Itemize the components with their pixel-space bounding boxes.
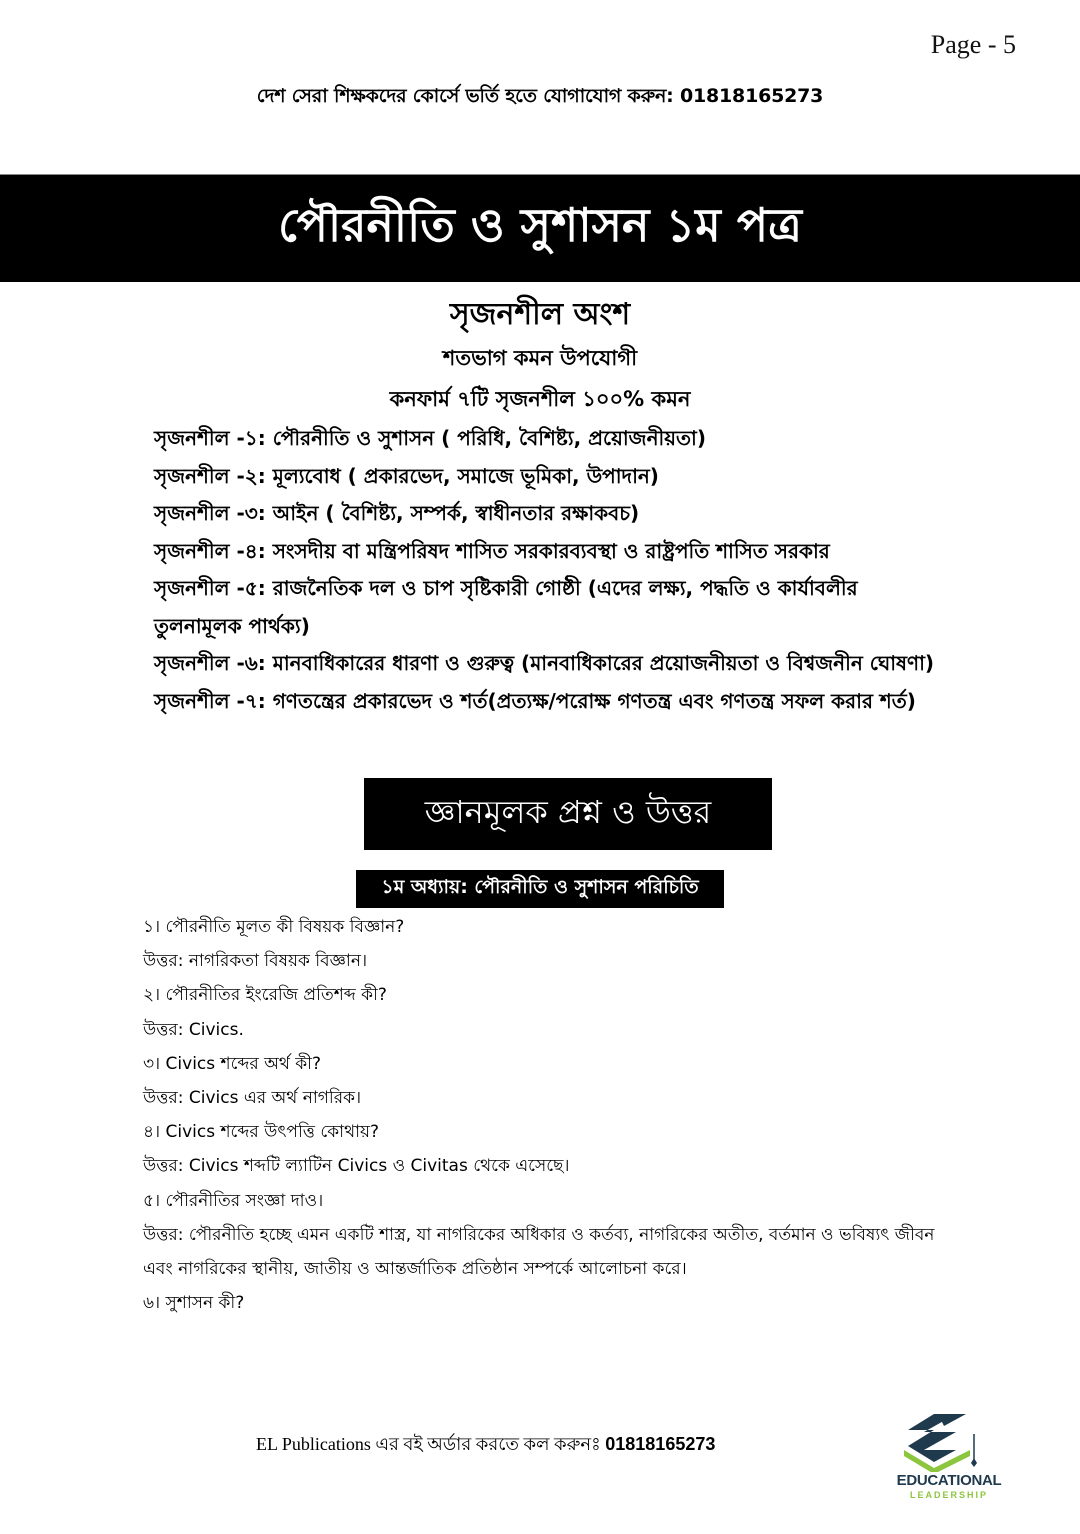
question: ৪। Civics শব্দের উৎপত্তি কোথায়? (143, 1122, 380, 1143)
page-number: Page - 5 (930, 30, 1016, 59)
qa-list (143, 910, 943, 1320)
answer: উত্তর: Civics এর অর্থ নাগরিক। (143, 1088, 362, 1109)
question: ৫। পৌরনীতির সংজ্ঞা দাও। (143, 1190, 324, 1211)
chapter-heading-box (356, 870, 724, 908)
question: ৩। Civics শব্দের অর্থ কী? (143, 1053, 322, 1074)
chapter-heading: ১ম অধ্যায়: পৌরনীতি ও সুশাসন পরিচিতি (381, 876, 699, 898)
footer-phone: 01818165273 (605, 1434, 716, 1454)
topic-item: সৃজনশীল -৫: রাজনৈতিক দল ও চাপ সৃষ্টিকারী গোষ্ঠী (এদের লক্ষ্য, পদ্ধতি ও কার্যাবলীর তুলনামূলক পার্থক্য) (154, 576, 858, 638)
topic-item: সৃজনশীল -৩: আইন ( বৈশিষ্ট্য, সম্পর্ক, স্বাধীনতার রক্ষাকবচ) (154, 501, 640, 525)
logo-word-educational: EDUCATIONAL (896, 1472, 1002, 1489)
answer: উত্তর: নাগরিকতা বিষয়ক বিজ্ঞান। (143, 951, 368, 972)
answer: উত্তর: Civics শব্দটি ল্যাটিন Civics ও Civitas থেকে এসেছে। (143, 1156, 570, 1177)
topic-item: সৃজনশীল -২: মূল্যবোধ ( প্রকারভেদ, সমাজে ভূমিকা, উপাদান) (154, 463, 659, 488)
topic-item: সৃজনশীল -৭: গণতন্ত্রের প্রকারভেদ ও শর্ত(প্রত্যক্ষ/পরোক্ষ গণতন্ত্র এবং গণতন্ত্র সফল করার শর্ত) (154, 688, 916, 713)
title-banner (0, 174, 1080, 282)
answer: উত্তর: Civics. (143, 1019, 244, 1040)
educational-leadership-logo (894, 1410, 1004, 1506)
creative-topic-list (154, 420, 944, 720)
question: ৬। সুশাসন কী? (143, 1293, 245, 1314)
question: ১। পৌরনীতি মূলত কী বিষয়ক বিজ্ঞান? (143, 917, 405, 937)
creative-subheading: শতভাগ কমন উপযোগী (442, 346, 638, 370)
footer-label: EL Publications এর বই অর্ডার করতে কল করুনঃ (256, 1434, 606, 1454)
answer: উত্তর: পৌরনীতি হচ্ছে এমন একটি শাস্ত্র, যা নাগরিকের অধিকার ও কর্তব্য, নাগরিকের অতীত, বর্তমান ও ভবিষ্যৎ জীবন এবং নাগরিকের স্থানীয়, জাতীয় ও আন্তর্জাতিক প্রতিষ্ঠান সম্পর্কে আলোচনা করে। (143, 1224, 935, 1280)
topic-item: সৃজনশীল -৪: সংসদীয় বা মন্ত্রিপরিষদ শাসিত সরকারব্যবস্থা ও রাষ্ট্রপতি শাসিত সরকার (154, 538, 830, 563)
topic-item: সৃজনশীল -১: পৌরনীতি ও সুশাসন ( পরিধি, বৈশিষ্ট্য, প্রয়োজনীয়তা) (154, 426, 706, 450)
creative-tagline: কনফার্ম ৭টি সৃজনশীল ১০০% কমন (389, 387, 691, 411)
logo-word-leadership: LEADERSHIP (909, 1490, 988, 1500)
page-title: পৌরনীতি ও সুশাসন ১ম পত্র (278, 197, 802, 252)
promo-text: দেশ সেরা শিক্ষকদের কোর্সে ভর্তি হতে যোগাযোগ করুন: 01818165273 (256, 85, 824, 107)
graduation-cap-e-logo-icon (894, 1410, 1004, 1472)
topic-item: সৃজনশীল -৬: মানবাধিকারের ধারণা ও গুরুত্ব (মানবাধিকারের প্রয়োজনীয়তা ও বিশ্বজনীন ঘোষণা) (154, 651, 935, 675)
question: ২। পৌরনীতির ইংরেজি প্রতিশব্দ কী? (143, 985, 387, 1006)
knowledge-heading: জ্ঞানমূলক প্রশ্ন ও উত্তর (424, 793, 712, 831)
footer-order-text (256, 1430, 715, 1461)
creative-heading: সৃজনশীল অংশ (449, 297, 631, 332)
knowledge-heading-box (364, 778, 772, 850)
